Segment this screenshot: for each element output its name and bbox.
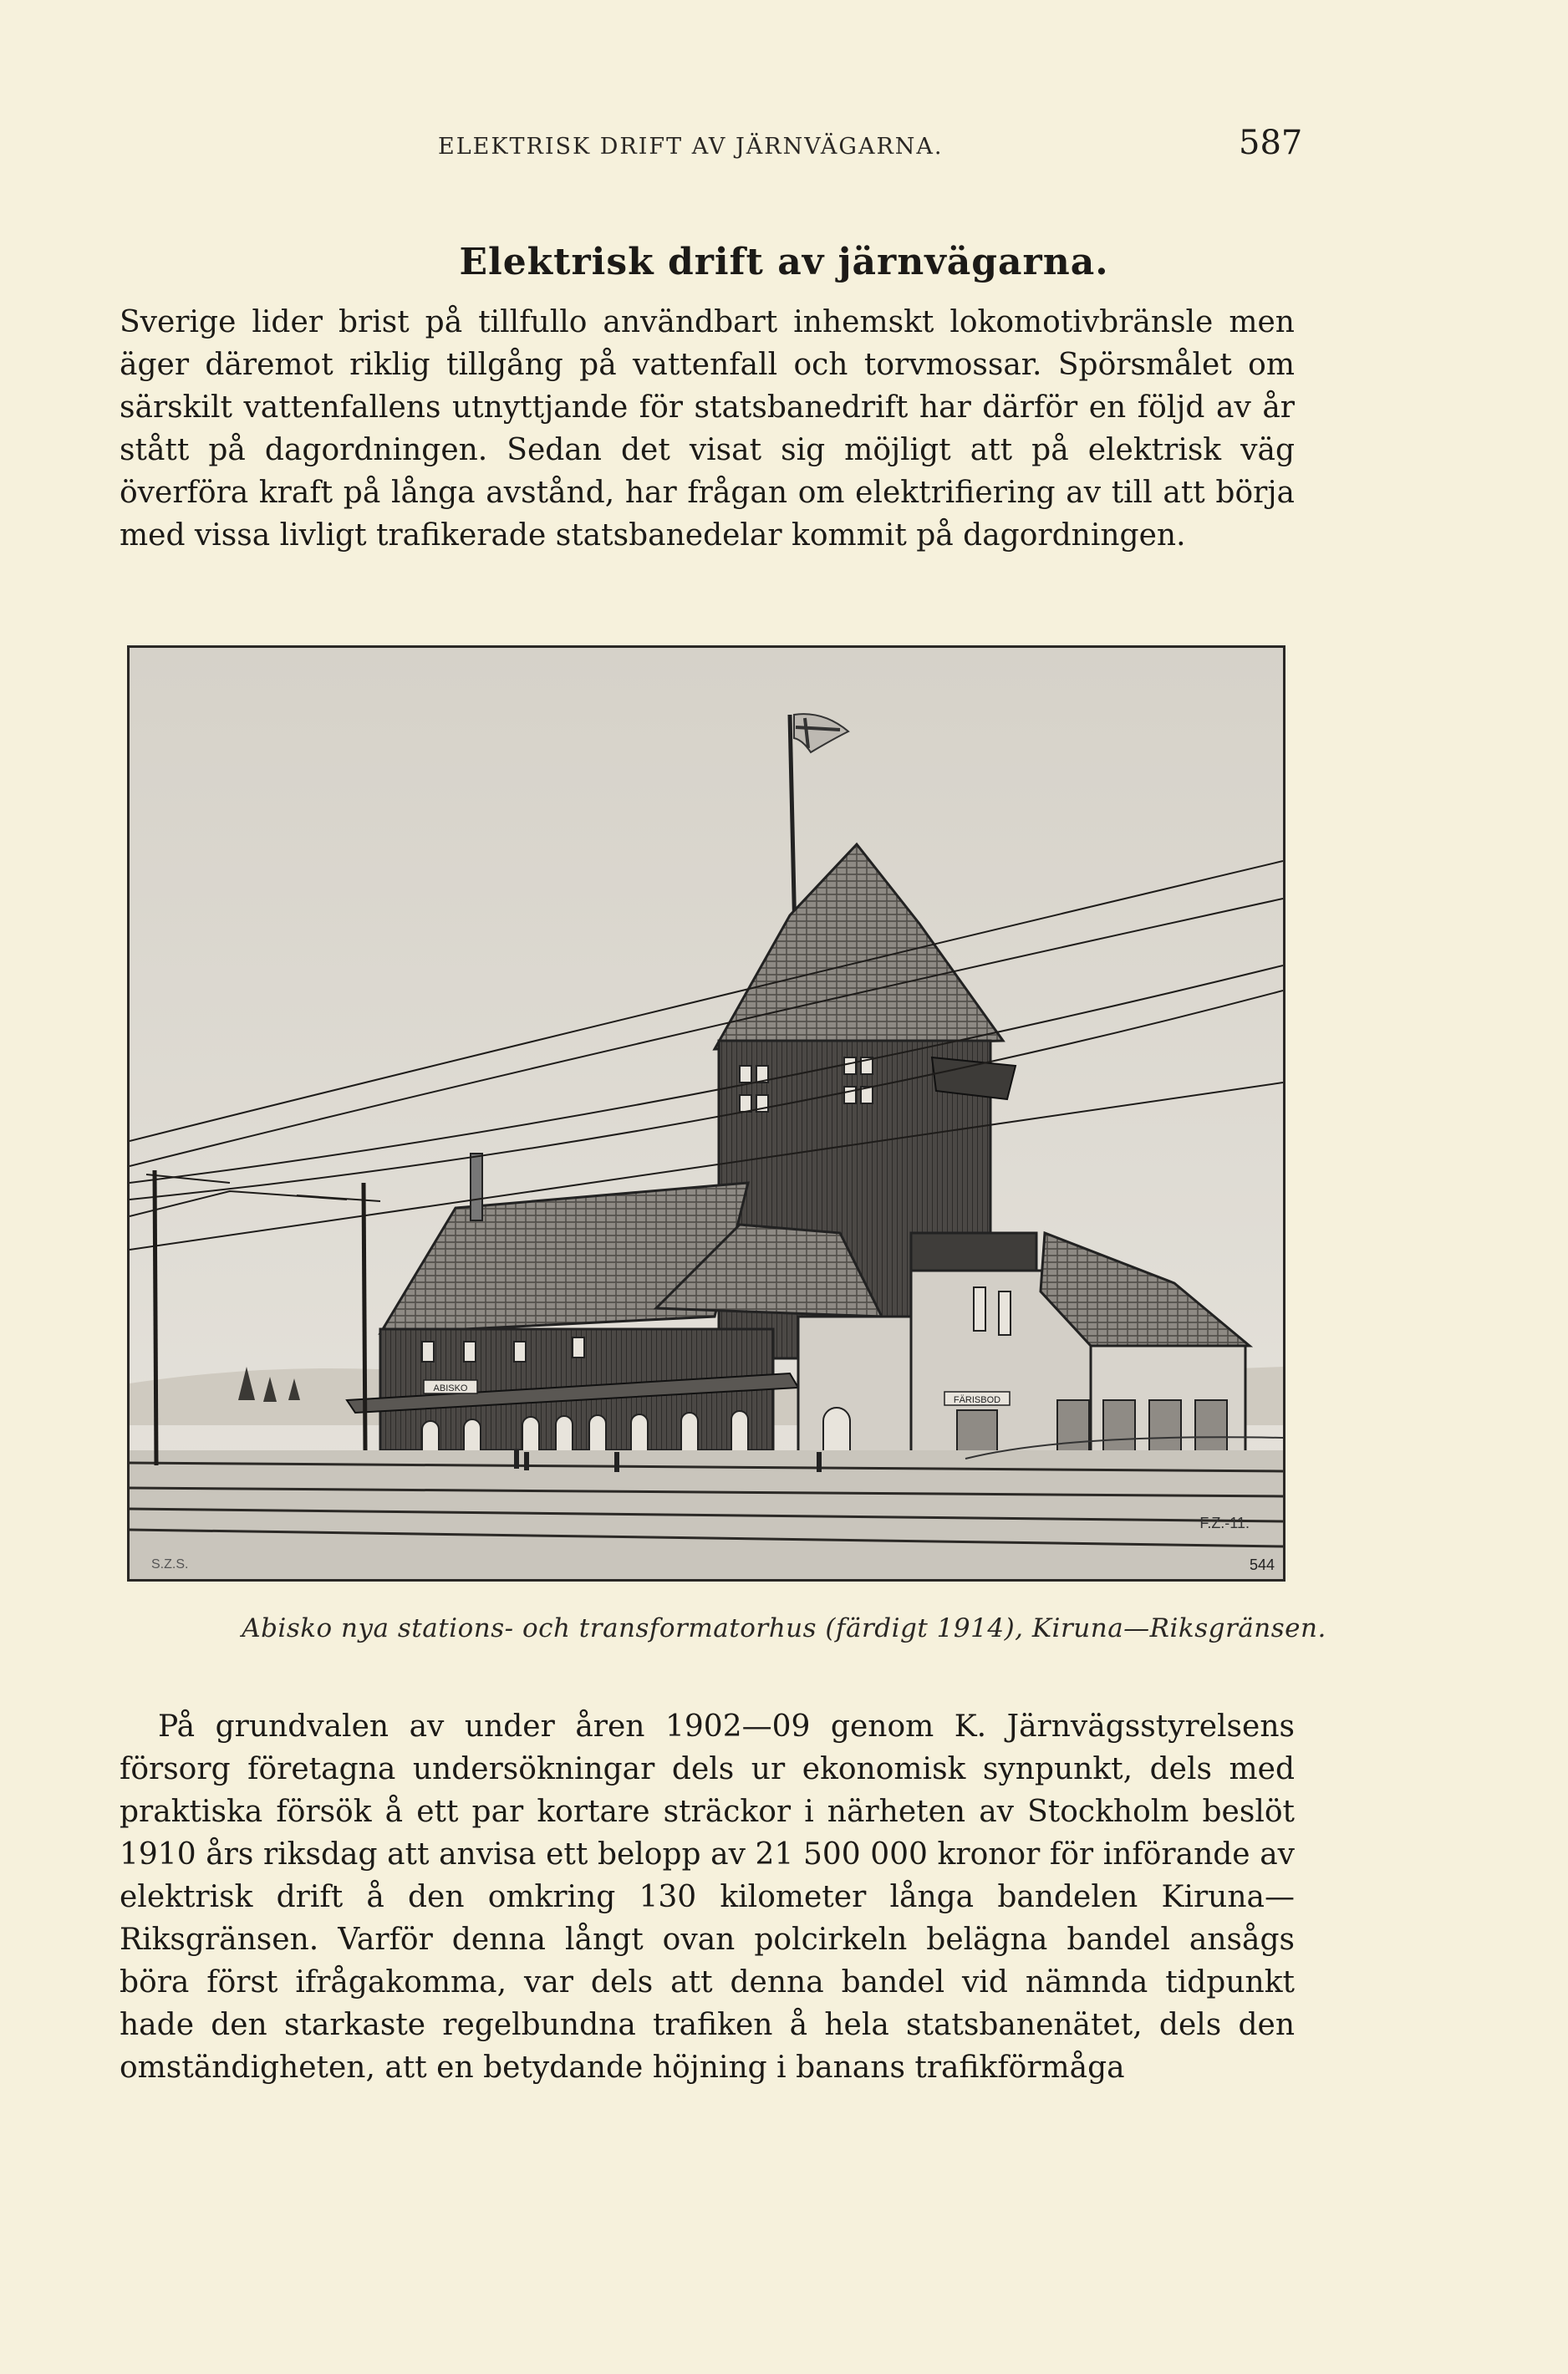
running-head: ELEKTRISK DRIFT AV JÄRNVÄGARNA.: [438, 134, 944, 160]
shop-sign: FÄRISBOD: [953, 1395, 1001, 1405]
page-number: 587: [1239, 124, 1303, 162]
body-paragraph: På grundvalen av under åren 1902—09 genom K. Järnvägsstyrelsens försorg företagna undersökningar dels ur ekonomisk synpunkt, dels med praktiska försök å ett par kortare sträckor i närheten av Stockholm beslöt 1910 års riksdag att anvisa ett belopp av 21 500 000 kronor för införande av elektrisk drift å den omkring 130 kilometer långa bandelen Kiruna—Riksgränsen. Varför denna långt ovan polcirkeln belägna bandel ansågs böra först ifrågakomma, var dels att denna bandel vid nämnda tidpunkt hade den starkaste regelbundna trafiken å hela statsbanenätet, dels den omständigheten, att en betydande höjning i banans trafikförmåga: [120, 1709, 1295, 2085]
section-title: Elektrisk drift av järnvägarna.: [459, 241, 1109, 283]
artist-signature: F.Z.-11.: [1199, 1515, 1250, 1531]
station-sign: ABISKO: [433, 1383, 468, 1393]
engraver-mark: S.Z.S.: [151, 1557, 189, 1572]
figure-caption: Abisko nya stations- och transformatorhus (färdigt 1914), Kiruna—Riksgränsen.: [242, 1613, 1326, 1643]
station-drawing: [130, 648, 1283, 1579]
plate-number: 544: [1249, 1556, 1275, 1573]
station-illustration: [127, 645, 1285, 1582]
intro-paragraph: Sverige lider brist på tillfullo användbart inhemskt lokomotivbränsle men äger däremot riklig tillgång på vattenfall och torvmossar. Spörsmålet om särskilt vattenfallens utnyttjande för statsbanedrift har därför en följd av år stått på dagordningen. Sedan det visat sig möjligt att på elektrisk väg överföra kraft på långa avstånd, har frågan om elektrifiering av till att börja med vissa livligt trafikerade statsbanedelar kommit på dagordningen.: [120, 305, 1295, 553]
